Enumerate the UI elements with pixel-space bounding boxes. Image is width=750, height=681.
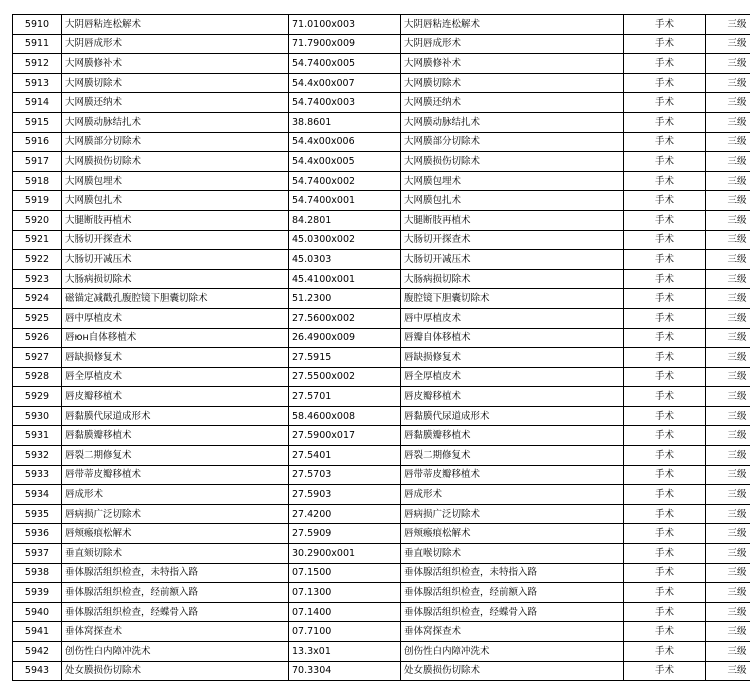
cell-operation-name: 大网膜还纳术: [401, 93, 624, 113]
table-row: [13, 328, 750, 348]
cell-code: 54.4x00x006: [289, 132, 401, 152]
cell-code: 27.4200: [289, 504, 401, 524]
table-row: [13, 348, 750, 368]
cell-code: 13.3x01: [289, 642, 401, 662]
cell-operation-name: 唇裂二期修复术: [401, 446, 624, 466]
cell-level: 三级: [706, 191, 750, 211]
cell-id: 5940: [13, 602, 62, 622]
cell-code: 51.2300: [289, 289, 401, 309]
cell-type: 手术: [624, 152, 706, 172]
cell-level: 三级: [706, 661, 750, 681]
cell-level: 三级: [706, 387, 750, 407]
cell-id: 5930: [13, 406, 62, 426]
cell-type: 手术: [624, 642, 706, 662]
table-row: [13, 112, 750, 132]
table-row: [13, 269, 750, 289]
cell-name: 处女膜损伤切除术: [62, 661, 289, 681]
table-row: [13, 191, 750, 211]
cell-level: 三级: [706, 132, 750, 152]
cell-operation-name: 大网膜切除术: [401, 73, 624, 93]
cell-name: 唇皮瓣移植术: [62, 387, 289, 407]
table-row: [13, 308, 750, 328]
cell-level: 三级: [706, 406, 750, 426]
cell-code: 45.0300x002: [289, 230, 401, 250]
cell-name: 唇缺损修复术: [62, 348, 289, 368]
cell-name: 唇黏膜瓣移植术: [62, 426, 289, 446]
cell-code: 07.1300: [289, 583, 401, 603]
table-row: [13, 504, 750, 524]
cell-operation-name: 垂体腺活组织检查，经前额入路: [401, 583, 624, 603]
cell-name: 唇中厚植皮术: [62, 308, 289, 328]
cell-type: 手术: [624, 15, 706, 35]
cell-level: 三级: [706, 485, 750, 505]
table-row: [13, 93, 750, 113]
cell-level: 三级: [706, 602, 750, 622]
cell-type: 手术: [624, 73, 706, 93]
cell-type: 手术: [624, 289, 706, 309]
cell-level: 三级: [706, 15, 750, 35]
cell-id: 5919: [13, 191, 62, 211]
cell-name: 大阴唇成形术: [62, 34, 289, 54]
cell-type: 手术: [624, 563, 706, 583]
cell-type: 手术: [624, 269, 706, 289]
table-row: [13, 524, 750, 544]
cell-type: 手术: [624, 54, 706, 74]
cell-level: 三级: [706, 642, 750, 662]
cell-operation-name: 腹腔镜下胆囊切除术: [401, 289, 624, 309]
cell-name: 垂体窝探查术: [62, 622, 289, 642]
cell-type: 手术: [624, 93, 706, 113]
cell-operation-name: 大网膜部分切除术: [401, 132, 624, 152]
cell-id: 5918: [13, 171, 62, 191]
cell-id: 5939: [13, 583, 62, 603]
table-row: [13, 563, 750, 583]
cell-code: 27.5915: [289, 348, 401, 368]
cell-code: 27.5600x002: [289, 308, 401, 328]
cell-id: 5931: [13, 426, 62, 446]
cell-id: 5929: [13, 387, 62, 407]
table-row: [13, 171, 750, 191]
cell-level: 三级: [706, 465, 750, 485]
cell-type: 手术: [624, 465, 706, 485]
cell-name: 大网膜修补术: [62, 54, 289, 74]
cell-id: 5928: [13, 367, 62, 387]
cell-operation-name: 大网膜修补术: [401, 54, 624, 74]
cell-type: 手术: [624, 661, 706, 681]
table-row: [13, 642, 750, 662]
table-row: [13, 426, 750, 446]
cell-operation-name: 唇皮瓣移植术: [401, 387, 624, 407]
cell-operation-name: 唇带蒂皮瓣移植术: [401, 465, 624, 485]
cell-type: 手术: [624, 622, 706, 642]
cell-code: 07.7100: [289, 622, 401, 642]
cell-id: 5920: [13, 210, 62, 230]
cell-type: 手术: [624, 504, 706, 524]
cell-level: 三级: [706, 269, 750, 289]
cell-type: 手术: [624, 34, 706, 54]
cell-operation-name: 处女膜损伤切除术: [401, 661, 624, 681]
cell-level: 三级: [706, 622, 750, 642]
table-row: [13, 406, 750, 426]
table-row: [13, 152, 750, 172]
cell-id: 5911: [13, 34, 62, 54]
cell-id: 5937: [13, 544, 62, 564]
cell-id: 5924: [13, 289, 62, 309]
cell-operation-name: 唇中厚植皮术: [401, 308, 624, 328]
cell-level: 三级: [706, 328, 750, 348]
table-row: [13, 250, 750, 270]
cell-level: 三级: [706, 367, 750, 387]
cell-operation-name: 垂体窝探查术: [401, 622, 624, 642]
table-row: [13, 485, 750, 505]
cell-level: 三级: [706, 446, 750, 466]
cell-name: 唇颊瘢痕松解术: [62, 524, 289, 544]
cell-id: 5923: [13, 269, 62, 289]
cell-name: 大网膜包扎术: [62, 191, 289, 211]
cell-id: 5916: [13, 132, 62, 152]
table-row: [13, 230, 750, 250]
cell-code: 07.1500: [289, 563, 401, 583]
cell-operation-name: 唇瓣自体移植术: [401, 328, 624, 348]
cell-id: 5910: [13, 15, 62, 35]
cell-type: 手术: [624, 406, 706, 426]
cell-type: 手术: [624, 367, 706, 387]
cell-id: 5933: [13, 465, 62, 485]
cell-code: 27.5903: [289, 485, 401, 505]
cell-level: 三级: [706, 426, 750, 446]
cell-code: 45.4100x001: [289, 269, 401, 289]
cell-level: 三级: [706, 289, 750, 309]
cell-level: 三级: [706, 171, 750, 191]
cell-code: 54.4x00x005: [289, 152, 401, 172]
table-row: [13, 661, 750, 681]
cell-name: 垂体腺活组织检查，经蝶骨入路: [62, 602, 289, 622]
cell-name: 大阴唇粘连松解术: [62, 15, 289, 35]
table-row: [13, 387, 750, 407]
cell-name: 大肠切开减压术: [62, 250, 289, 270]
cell-name: 唇юн自体移植术: [62, 328, 289, 348]
table-row: [13, 367, 750, 387]
cell-operation-name: 唇成形术: [401, 485, 624, 505]
cell-name: 唇黏膜代尿道成形术: [62, 406, 289, 426]
surgery-code-table: [12, 14, 750, 681]
cell-code: 27.5401: [289, 446, 401, 466]
cell-operation-name: 唇全厚植皮术: [401, 367, 624, 387]
cell-level: 三级: [706, 152, 750, 172]
cell-code: 58.4600x008: [289, 406, 401, 426]
cell-code: 54.7400x001: [289, 191, 401, 211]
cell-operation-name: 唇病损广泛切除术: [401, 504, 624, 524]
cell-id: 5914: [13, 93, 62, 113]
cell-name: 唇全厚植皮术: [62, 367, 289, 387]
cell-id: 5942: [13, 642, 62, 662]
cell-code: 27.5703: [289, 465, 401, 485]
table-row: [13, 583, 750, 603]
cell-level: 三级: [706, 250, 750, 270]
cell-code: 54.7400x002: [289, 171, 401, 191]
cell-type: 手术: [624, 446, 706, 466]
cell-id: 5921: [13, 230, 62, 250]
cell-level: 三级: [706, 210, 750, 230]
cell-id: 5925: [13, 308, 62, 328]
cell-operation-name: 大肠切开探查术: [401, 230, 624, 250]
cell-id: 5938: [13, 563, 62, 583]
cell-operation-name: 垂直喉切除术: [401, 544, 624, 564]
cell-name: 垂体腺活组织检查，经前额入路: [62, 583, 289, 603]
cell-level: 三级: [706, 54, 750, 74]
table-row: [13, 73, 750, 93]
cell-level: 三级: [706, 504, 750, 524]
cell-name: 大网膜包埋术: [62, 171, 289, 191]
table-row: [13, 544, 750, 564]
cell-name: 大网膜切除术: [62, 73, 289, 93]
cell-name: 大肠切开探查术: [62, 230, 289, 250]
cell-name: 垂体腺活组织检查，未特指入路: [62, 563, 289, 583]
table-row: [13, 34, 750, 54]
cell-code: 45.0303: [289, 250, 401, 270]
cell-operation-name: 大网膜包埋术: [401, 171, 624, 191]
cell-id: 5934: [13, 485, 62, 505]
cell-operation-name: 唇颊瘢痕松解术: [401, 524, 624, 544]
cell-type: 手术: [624, 583, 706, 603]
cell-id: 5922: [13, 250, 62, 270]
cell-level: 三级: [706, 73, 750, 93]
cell-type: 手术: [624, 426, 706, 446]
cell-code: 27.5900x017: [289, 426, 401, 446]
cell-id: 5926: [13, 328, 62, 348]
cell-name: 大网膜还纳术: [62, 93, 289, 113]
cell-type: 手术: [624, 544, 706, 564]
cell-operation-name: 唇黏膜代尿道成形术: [401, 406, 624, 426]
cell-name: 唇病损广泛切除术: [62, 504, 289, 524]
cell-id: 5913: [13, 73, 62, 93]
cell-level: 三级: [706, 230, 750, 250]
table-row: [13, 465, 750, 485]
cell-type: 手术: [624, 191, 706, 211]
cell-code: 70.3304: [289, 661, 401, 681]
cell-type: 手术: [624, 328, 706, 348]
cell-operation-name: 大阴唇成形术: [401, 34, 624, 54]
cell-code: 54.4x00x007: [289, 73, 401, 93]
cell-code: 26.4900x009: [289, 328, 401, 348]
cell-id: 5935: [13, 504, 62, 524]
cell-level: 三级: [706, 112, 750, 132]
cell-type: 手术: [624, 524, 706, 544]
cell-id: 5941: [13, 622, 62, 642]
cell-level: 三级: [706, 583, 750, 603]
cell-operation-name: 唇黏膜瓣移植术: [401, 426, 624, 446]
cell-name: 大网膜动脉结扎术: [62, 112, 289, 132]
cell-name: 创伤性白内障冲洗术: [62, 642, 289, 662]
table-row: [13, 446, 750, 466]
cell-type: 手术: [624, 308, 706, 328]
cell-code: 27.5500x002: [289, 367, 401, 387]
cell-code: 71.7900x009: [289, 34, 401, 54]
cell-operation-name: 垂体腺活组织检查，未特指入路: [401, 563, 624, 583]
cell-code: 54.7400x003: [289, 93, 401, 113]
cell-id: 5912: [13, 54, 62, 74]
table-body: [13, 15, 750, 681]
cell-code: 27.5701: [289, 387, 401, 407]
cell-type: 手术: [624, 602, 706, 622]
cell-name: 大网膜部分切除术: [62, 132, 289, 152]
cell-type: 手术: [624, 132, 706, 152]
table-row: [13, 602, 750, 622]
cell-operation-name: 大网膜动脉结扎术: [401, 112, 624, 132]
cell-type: 手术: [624, 387, 706, 407]
table-row: [13, 210, 750, 230]
cell-operation-name: 大阴唇粘连松解术: [401, 15, 624, 35]
cell-level: 三级: [706, 348, 750, 368]
cell-code: 27.5909: [289, 524, 401, 544]
cell-level: 三级: [706, 93, 750, 113]
cell-operation-name: 大腿断肢再植术: [401, 210, 624, 230]
cell-name: 垂直颏切除术: [62, 544, 289, 564]
cell-code: 30.2900x001: [289, 544, 401, 564]
cell-type: 手术: [624, 112, 706, 132]
cell-operation-name: 大肠切开减压术: [401, 250, 624, 270]
cell-type: 手术: [624, 348, 706, 368]
table-row: [13, 15, 750, 35]
cell-code: 71.0100x003: [289, 15, 401, 35]
cell-type: 手术: [624, 171, 706, 191]
table-row: [13, 132, 750, 152]
cell-code: 84.2801: [289, 210, 401, 230]
cell-operation-name: 垂体腺活组织检查，经蝶骨入路: [401, 602, 624, 622]
cell-id: 5927: [13, 348, 62, 368]
cell-id: 5932: [13, 446, 62, 466]
cell-operation-name: 大网膜包扎术: [401, 191, 624, 211]
cell-code: 07.1400: [289, 602, 401, 622]
cell-level: 三级: [706, 308, 750, 328]
cell-id: 5936: [13, 524, 62, 544]
cell-name: 大网膜损伤切除术: [62, 152, 289, 172]
table-row: [13, 622, 750, 642]
cell-operation-name: 大肠病损切除术: [401, 269, 624, 289]
cell-name: 大腿断肢再植术: [62, 210, 289, 230]
cell-type: 手术: [624, 210, 706, 230]
cell-operation-name: 创伤性白内障冲洗术: [401, 642, 624, 662]
cell-type: 手术: [624, 250, 706, 270]
cell-operation-name: 大网膜损伤切除术: [401, 152, 624, 172]
cell-level: 三级: [706, 544, 750, 564]
cell-type: 手术: [624, 230, 706, 250]
cell-name: 大肠病损切除术: [62, 269, 289, 289]
table-row: [13, 54, 750, 74]
cell-level: 三级: [706, 34, 750, 54]
cell-type: 手术: [624, 485, 706, 505]
cell-name: 唇带蒂皮瓣移植术: [62, 465, 289, 485]
table-row: [13, 289, 750, 309]
cell-level: 三级: [706, 563, 750, 583]
cell-id: 5917: [13, 152, 62, 172]
cell-code: 54.7400x005: [289, 54, 401, 74]
cell-name: 磁锚定减戳孔腹腔镜下胆囊切除术: [62, 289, 289, 309]
cell-name: 唇裂二期修复术: [62, 446, 289, 466]
cell-id: 5915: [13, 112, 62, 132]
cell-code: 38.8601: [289, 112, 401, 132]
cell-name: 唇成形术: [62, 485, 289, 505]
cell-operation-name: 唇缺损修复术: [401, 348, 624, 368]
cell-id: 5943: [13, 661, 62, 681]
cell-level: 三级: [706, 524, 750, 544]
